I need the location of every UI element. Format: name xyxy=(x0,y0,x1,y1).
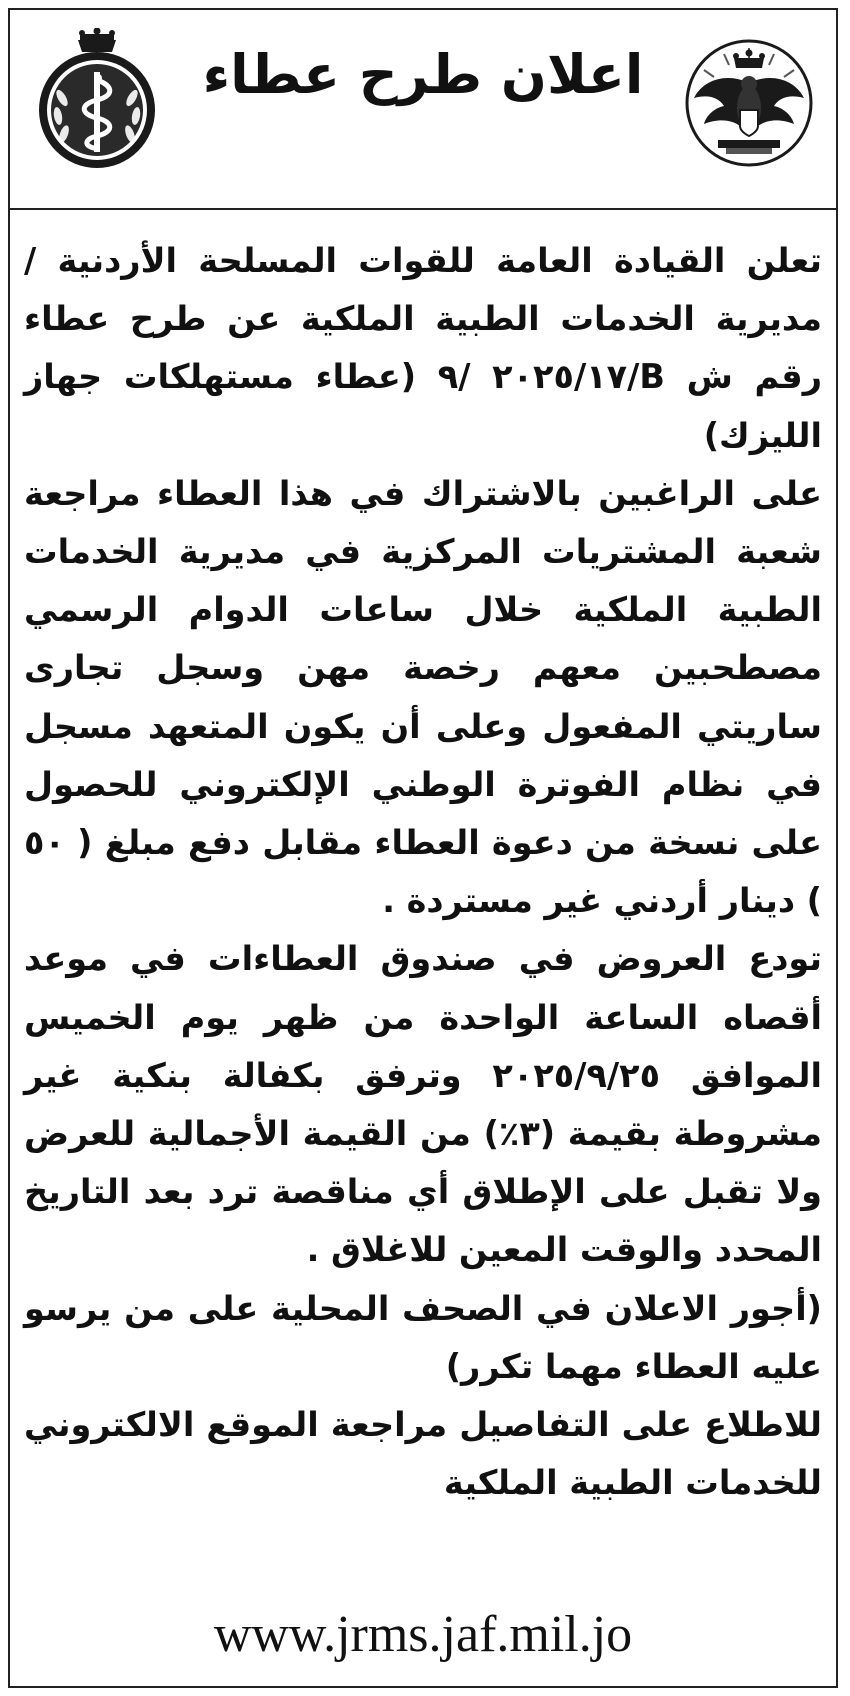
announcement-paragraph-requirements: على الراغبين بالاشتراك في هذا العطاء مراجعة شعبة المشتريات المركزية في مديرية الخدمات الطبية الملكية خلال ساعات الدوام الرسمي مصطحبين معهم رخصة مهن وسجل تجارى ساريتي المفعول وعلى أن يكون المتعهد مسجل في نظام الفوترة الوطني الإلكتروني للحصول على نسخة من دعوة العطاء مقابل دفع مبلغ ( ٥٠ ) دينار أردني غير مستردة . xyxy=(24,473,822,921)
announcement-paragraph-submission: تودع العروض في صندوق العطاءات في موعد أقصاه الساعة الواحدة من ظهر يوم الخميس الموافق ٢٠٢٥/٩/٢٥ وترفق بكفالة بنكية غير مشروطة بقيمة (٣٪) من القيمة الأجمالية للعرض ولا تقبل على الإطلاق أي مناقصة ترد بعد التاريخ المحدد والوقت المعين للاغلاق . xyxy=(24,939,822,1270)
announcement-body xyxy=(24,232,822,1512)
website-url[interactable]: www.jrms.jaf.mil.jo xyxy=(213,1606,633,1663)
announcement-paragraph-intro: تعلن القيادة العامة للقوات المسلحة الأردنية / مديرية الخدمات الطبية الملكية عن طرح عطاء رقم ش B/٢٠٢٥/١٧ /٩ (عطاء مستهلكات جهاز الليزك) xyxy=(24,241,822,455)
jordan-armed-forces-eagle-emblem-icon xyxy=(674,28,824,178)
royal-medical-services-emblem-icon xyxy=(22,28,172,178)
announcement-header xyxy=(10,10,836,210)
announcement-frame xyxy=(8,8,838,1688)
announcement-paragraph-details: للاطلاع على التفاصيل مراجعة الموقع الالكتروني للخدمات الطبية الملكية xyxy=(24,1405,822,1503)
announcement-paragraph-ad-fees: (أجور الاعلان في الصحف المحلية على من يرسو عليه العطاء مهما تكرر) xyxy=(24,1288,822,1386)
announcement-title: اعلان طرح عطاء xyxy=(202,43,644,106)
